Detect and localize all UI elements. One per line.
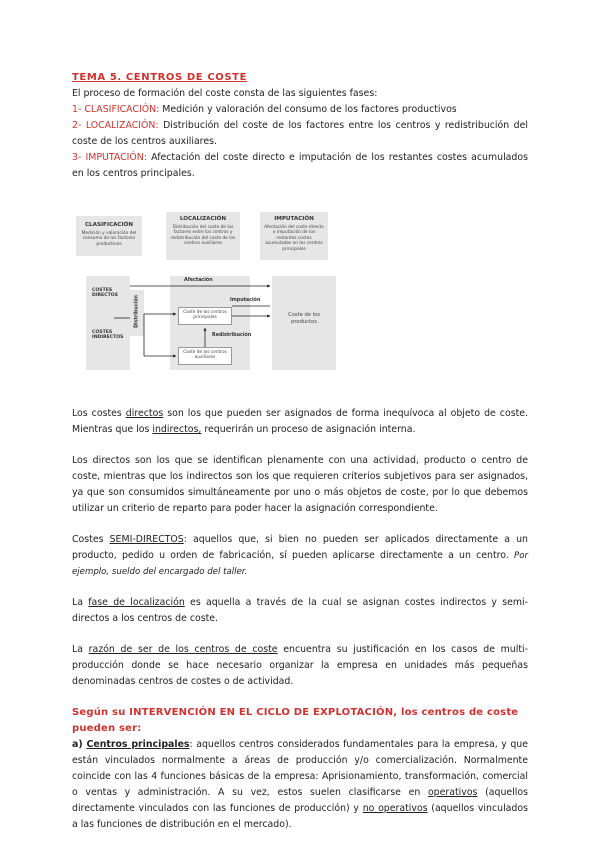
paragraph-semidirectos xyxy=(72,532,528,580)
text: Los costes xyxy=(72,408,126,419)
section-heading: Según su INTERVENCIÓN EN EL CICLO DE EXPLOTACIÓN, los centros de coste pueden ser: xyxy=(72,707,519,734)
centros-principales-label: Coste de los centros principales xyxy=(183,310,227,321)
operativos-term: operativos xyxy=(427,787,478,798)
text: requerirán un proceso de asignación interna. xyxy=(201,424,416,435)
fase-localizacion-term: fase de localización xyxy=(88,597,185,608)
text: son los que pueden ser asignados de forma inequívoca al objeto de coste. Mientras que los xyxy=(72,408,529,435)
phase-3-text: Afectación del coste directo e imputación de los restantes costes acumulados en los centros principales. xyxy=(72,152,528,179)
razon-term: razón de ser de los centros de coste xyxy=(88,644,278,655)
phase-3 xyxy=(72,150,528,182)
phase-2-label: 2- LOCALIZACIÓN: xyxy=(72,120,159,131)
phase-1-label: 1- CLASIFICACIÓN: xyxy=(72,104,160,115)
phase-2 xyxy=(72,118,528,150)
text: (aquellos directamente vinculados con las funciones de producción) y xyxy=(72,787,529,814)
example-text: Por ejemplo, sueldo del encargado del taller. xyxy=(72,551,528,577)
imputacion-title: IMPUTACIÓN xyxy=(274,216,314,222)
semidirectos-term: SEMI-DIRECTOS xyxy=(109,534,184,545)
no-operativos-term: no operativos xyxy=(362,803,428,814)
localizacion-title: LOCALIZACIÓN xyxy=(179,216,227,222)
phase-2-text: Distribución del coste de los factores entre los centros y redistribución del coste de los centros auxiliares. xyxy=(72,120,529,147)
costes-indirectos-label: COSTES INDIRECTOS xyxy=(92,330,124,341)
text: (aquellos vinculados a las funciones de distribución en el mercado). xyxy=(72,803,528,830)
document-page xyxy=(72,70,528,833)
text: La xyxy=(72,644,89,655)
costes-directos-label: COSTES DIRECTOS xyxy=(92,288,118,299)
paragraph-directos-detail: Los directos son los que se identifican plenamente con una actividad, producto o centro de coste, mientras que los indirectos son los que requieren criterios subjetivos para ser asignados, ya que son consumidos simultáneamente por uno o más objetos de coste, por lo que debemos utilizar un criterio de reparto para poder hacer la asignación correspondiente. xyxy=(72,455,528,514)
paragraph-razon xyxy=(72,642,528,690)
paragraph-localizacion xyxy=(72,595,528,627)
clasificacion-title: CLASIFICACIÓN xyxy=(84,222,134,228)
text: encuentra su justificación en los casos de multi-producción donde se hace necesario organizar la empresa en unidades más pequeñas denominadas centros de costes o de actividad. xyxy=(72,644,528,687)
clasificacion-text: Medición y valoración del consumo de los factores productivos xyxy=(81,231,137,247)
phase-1 xyxy=(72,102,528,118)
phase-1-text: Medición y valoración del consumo de los factores productivos xyxy=(159,104,457,115)
imputacion-arrow-label: Imputación xyxy=(230,298,261,303)
text: Costes xyxy=(72,534,110,545)
localizacion-text: Distribución del coste de los factores entre los centros y redistribución del coste de los centros auxiliares xyxy=(170,225,236,247)
paragraph-centros-principales xyxy=(72,737,528,833)
redistribucion-label: Redistribución xyxy=(212,333,252,338)
text: La xyxy=(72,597,89,608)
intro-text: El proceso de formación del coste consta de las siguientes fases: xyxy=(72,88,378,99)
text: a) xyxy=(72,739,87,750)
directos-term: directos xyxy=(125,408,164,419)
text: : aquellos centros considerados fundamentales para la empresa, y que están vinculados normalmente a áreas de producción y/o comercialización. Normalmente coincide con las 4 funciones básicas de la empresa: Aprisionamiento, transformación, comercial o ventas y administración. A su vez, estos suelen clasificarse en xyxy=(72,739,529,798)
page-title: TEMA 5. CENTROS DE COSTE xyxy=(72,72,248,83)
diagram-arrows xyxy=(74,206,356,376)
cost-process-diagram xyxy=(74,206,356,376)
centros-auxiliares-label: Coste de los centros auxiliares xyxy=(183,350,227,361)
phase-3-label: 3- IMPUTACIÓN: xyxy=(72,152,147,163)
coste-productos-label: Coste de los productos xyxy=(288,312,320,325)
afectacion-label: Afectación xyxy=(184,278,213,283)
centros-principales-term: Centros principales xyxy=(86,739,190,750)
paragraph-directos xyxy=(72,406,528,438)
distribucion-label: Distribución xyxy=(134,295,140,328)
indirectos-term: indirectos, xyxy=(152,424,202,435)
text: : aquellos que, si bien no pueden ser aplicados directamente a un producto, pedido u orden de fabricación, sí pueden aplicarse directamente a un centro. xyxy=(72,534,528,561)
text: es aquella a través de la cual se asignan costes indirectos y semi-directos a los centros de coste. xyxy=(72,597,528,624)
imputacion-text: Afectación del coste directo e imputación de los restantes costes acumulados en los centros principales xyxy=(264,225,324,252)
